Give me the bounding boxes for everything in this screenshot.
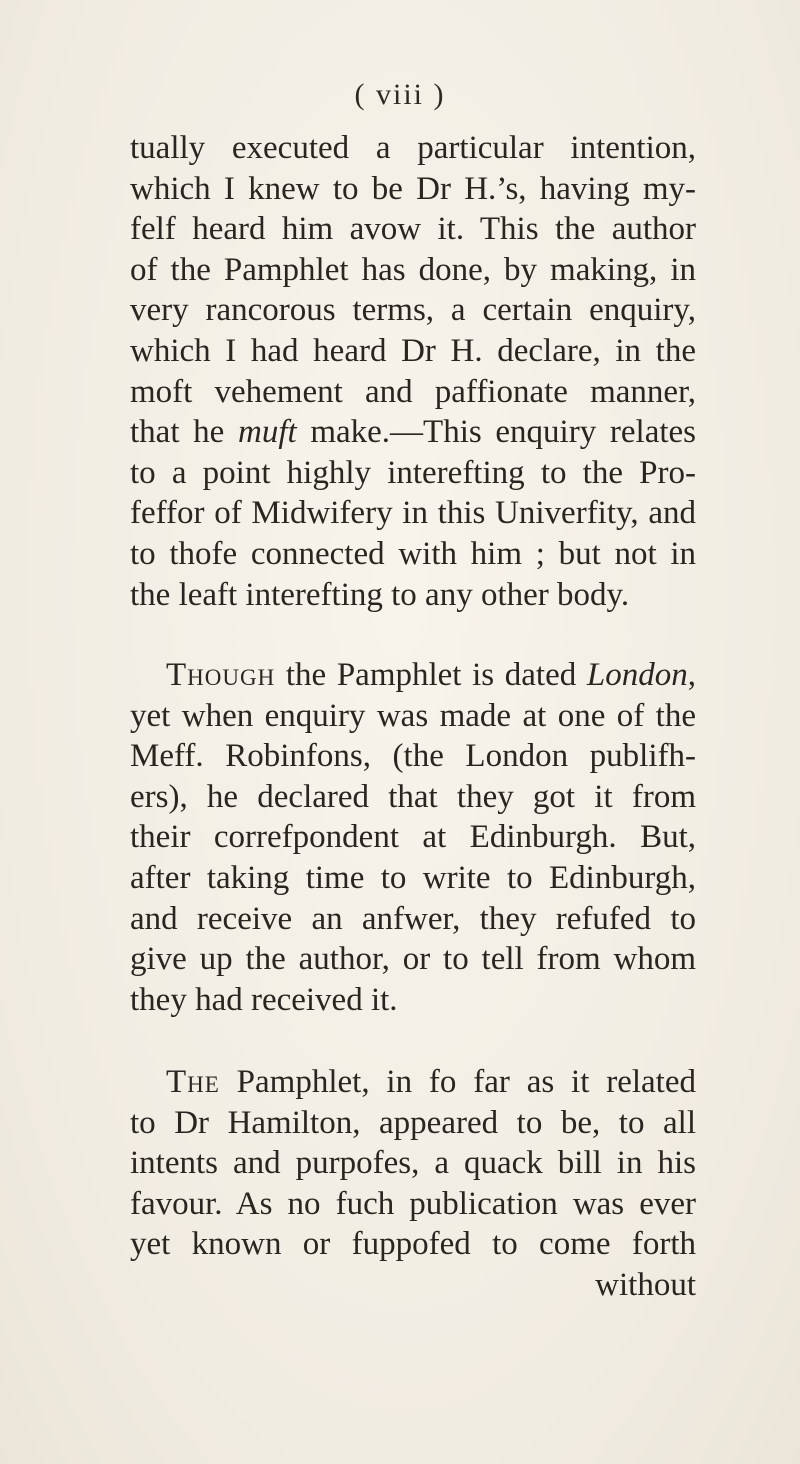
paragraph-1 [130,128,696,615]
text-line: feffor of Midwifery in this Univerfity, and [130,495,696,532]
text-line: give up the author, or to tell from whom [130,941,696,978]
text-line-mixed [130,655,696,696]
text-line: yet when enquiry was made at one of the [130,697,696,734]
italic-word: muft [238,414,297,451]
text-segment: that he [130,414,238,451]
text-line: intents and purpofes, a quack bill in his [130,1145,696,1182]
text-line: the leaft interefting to any other body. [130,576,630,613]
text-line: to thofe connected with him ; but not in [130,535,696,572]
text-line: felf heard him avow it. This the author [130,211,696,248]
text-line: after taking time to write to Edinburgh, [130,859,696,896]
paragraph-3 [130,1062,696,1306]
text-line: which I had heard Dr H. declare, in the [130,332,696,369]
text-segment: Pamphlet, in fo far as it related [219,1064,696,1100]
text-line: their correfpondent at Edinburgh. But, [130,819,696,856]
text-line: and receive an anfwer, they refufed to [130,900,696,937]
small-caps-opening-word: Though [166,657,276,693]
text-line-mixed [130,412,696,453]
text-line: moft vehement and paffionate manner, [130,373,696,410]
text-segment: make.—This enquiry relates [296,414,697,451]
text-line: tually executed a particular intention, [130,130,696,166]
text-line: yet known or fuppofed to come forth [130,1226,696,1263]
text-segment: the Pamphlet is dated [275,657,587,693]
text-line-mixed [130,1062,696,1103]
text-line: favour. As no fuch publication was ever [130,1185,696,1222]
text-line: to Dr Hamilton, appeared to be, to all [130,1104,696,1141]
text-line: which I knew to be Dr H.’s, having my- [130,170,696,207]
text-segment: , [687,657,696,693]
text-line: they had received it. [130,981,398,1018]
text-line: to a point highly interefting to the Pro- [130,454,696,491]
page-number-header: ( viii ) [354,78,446,111]
paragraph-2 [130,655,696,1020]
text-line: Meff. Robinfons, (the London publifh- [130,738,696,775]
small-caps-opening-word: The [166,1064,220,1100]
text-line: ers), he declared that they got it from [130,778,696,815]
catchword: without [595,1266,696,1303]
text-line: very rancorous terms, a certain enquiry, [130,292,696,329]
italic-word: London [586,657,688,693]
text-line: of the Pamphlet has done, by making, in [130,251,696,288]
